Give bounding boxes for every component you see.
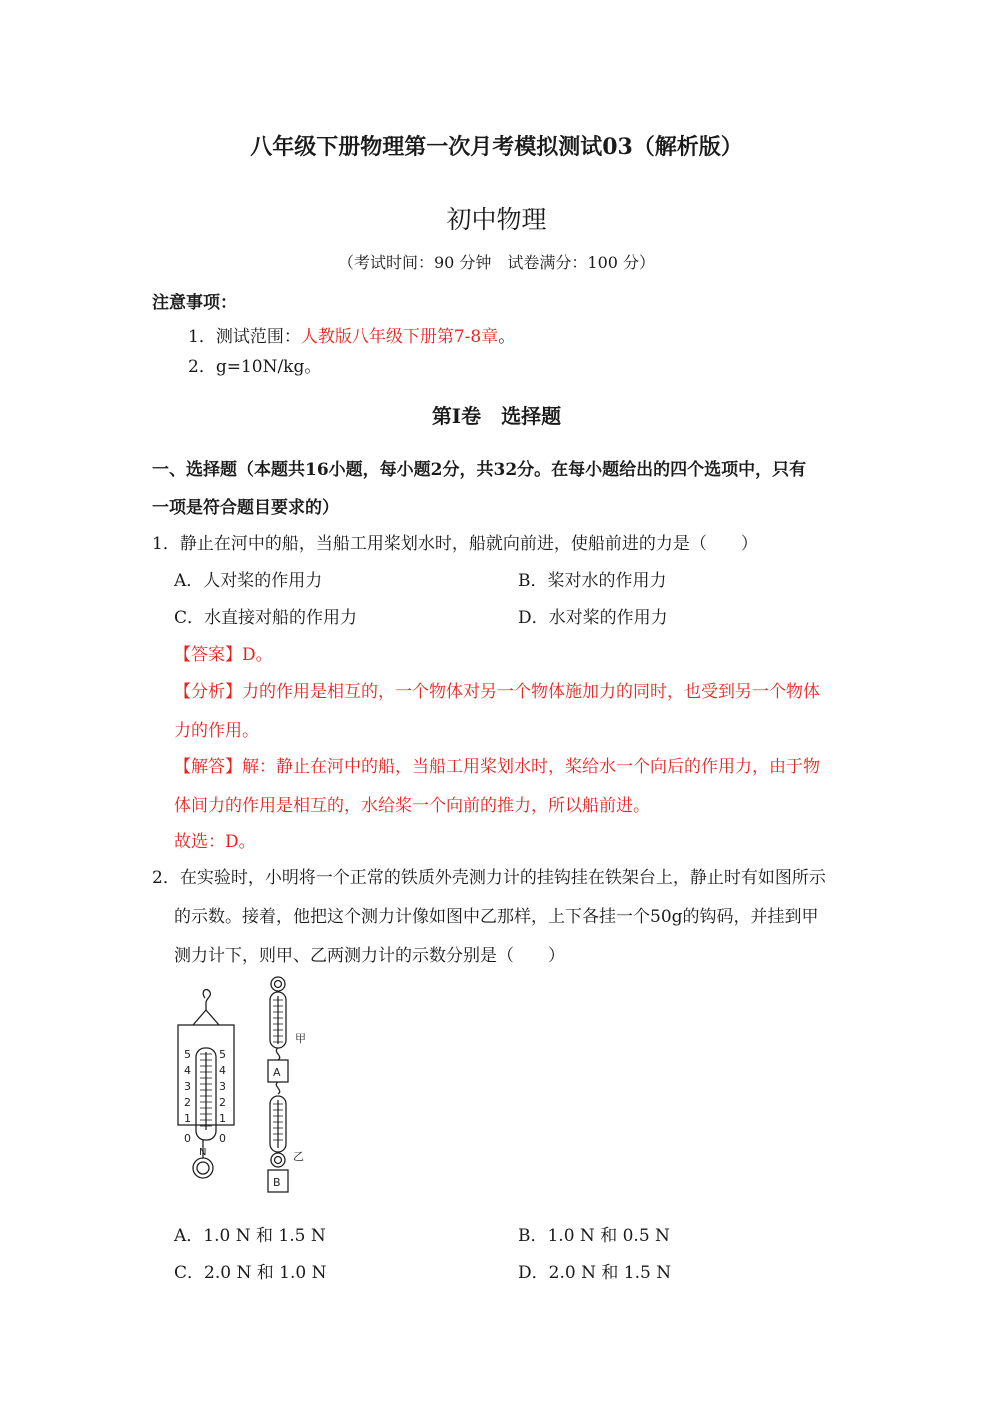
scale-number-left: 4 bbox=[184, 1064, 191, 1077]
weight-b bbox=[268, 1170, 288, 1192]
notice-item-1-prefix: 1．测试范围： bbox=[188, 327, 301, 347]
scale-numbers bbox=[184, 1048, 226, 1158]
question-1-option-d: D．水对桨的作用力 bbox=[518, 608, 668, 628]
section-instruction-line-2: 一项是符合题目要求的） bbox=[152, 498, 339, 518]
question-1-analysis-line-1: 【分析】力的作用是相互的，一个物体对另一个物体施加力的同时，也受到另一个物体 bbox=[174, 682, 820, 702]
scale-number-right: 3 bbox=[219, 1080, 226, 1093]
weight-a bbox=[268, 1060, 288, 1082]
scale-number-right: 2 bbox=[219, 1096, 226, 1109]
spring-scale-figure bbox=[160, 970, 320, 1200]
question-1-option-b: B．桨对水的作用力 bbox=[518, 571, 667, 591]
notice-heading: 注意事项： bbox=[152, 293, 237, 313]
question-2-option-a: A．1.0 N 和 1.5 N bbox=[174, 1226, 326, 1246]
label-yi: 乙 bbox=[293, 1150, 304, 1163]
exam-info: （考试时间：90 分钟 试卷满分：100 分） bbox=[337, 253, 656, 272]
scale-number-left: 1 bbox=[184, 1112, 191, 1125]
section-instruction-line-1: 一、选择题（本题共16小题，每小题2分，共32分。在每小题给出的四个选项中，只有 bbox=[152, 460, 807, 480]
question-2-option-c: C．2.0 N 和 1.0 N bbox=[174, 1263, 327, 1283]
question-2-option-d: D．2.0 N 和 1.5 N bbox=[518, 1263, 672, 1283]
scale-number-right: 0 bbox=[219, 1132, 226, 1145]
scale-jia bbox=[270, 977, 286, 1060]
document-title: 八年级下册物理第一次月考模拟测试03（解析版） bbox=[250, 134, 743, 160]
question-1-choice: 故选：D。 bbox=[174, 832, 256, 852]
weight-b-label: B bbox=[273, 1176, 281, 1189]
scale-number-right: 4 bbox=[219, 1064, 226, 1077]
question-1-solution-line-2: 体间力的作用是相互的，水给桨一个向前的推力，所以船前进。 bbox=[174, 796, 650, 816]
question-1-option-a: A．人对桨的作用力 bbox=[174, 571, 323, 591]
section-title: 第Ⅰ卷 选择题 bbox=[431, 404, 562, 428]
label-jia: 甲 bbox=[295, 1032, 306, 1045]
weight-a-label: A bbox=[273, 1066, 281, 1079]
question-1-analysis-line-2: 力的作用。 bbox=[174, 721, 259, 741]
question-2-stem-line-3: 测力计下，则甲、乙两测力计的示数分别是（ ） bbox=[174, 946, 565, 966]
notice-item-1-suffix: 。 bbox=[498, 327, 516, 347]
scale-number-left: 0 bbox=[184, 1132, 191, 1145]
question-1-stem: 1．静止在河中的船，当船工用桨划水时，船就向前进，使船前进的力是（ ） bbox=[152, 534, 758, 554]
scale-number-left: 3 bbox=[184, 1080, 191, 1093]
scale-number-right: 5 bbox=[219, 1048, 226, 1061]
notice-item-2: 2．g=10N/kg。 bbox=[188, 357, 322, 377]
scale-number-left: 5 bbox=[184, 1048, 191, 1061]
scale-unit: N bbox=[199, 1147, 207, 1158]
notice-item-1 bbox=[188, 322, 515, 347]
question-1-answer: 【答案】D。 bbox=[174, 645, 273, 665]
question-2-stem-line-2: 的示数。接着，他把这个测力计像如图中乙那样，上下各挂一个50g的钩码，并挂到甲 bbox=[174, 907, 819, 927]
scale-number-left: 2 bbox=[184, 1096, 191, 1109]
question-1-option-c: C．水直接对船的作用力 bbox=[174, 608, 358, 628]
question-1-solution-line-1: 【解答】解：静止在河中的船，当船工用桨划水时，桨给水一个向后的作用力，由于物 bbox=[174, 757, 820, 777]
document-subtitle: 初中物理 bbox=[446, 205, 547, 234]
question-2-stem-line-1: 2．在实验时，小明将一个正常的铁质外壳测力计的挂钩挂在铁架台上，静止时有如图所示 bbox=[152, 868, 826, 888]
question-2-option-b: B．1.0 N 和 0.5 N bbox=[518, 1226, 670, 1246]
scale-yi bbox=[270, 1082, 286, 1167]
scale-number-right: 1 bbox=[219, 1112, 226, 1125]
notice-item-1-highlight: 人教版八年级下册第7-8章 bbox=[300, 327, 499, 347]
